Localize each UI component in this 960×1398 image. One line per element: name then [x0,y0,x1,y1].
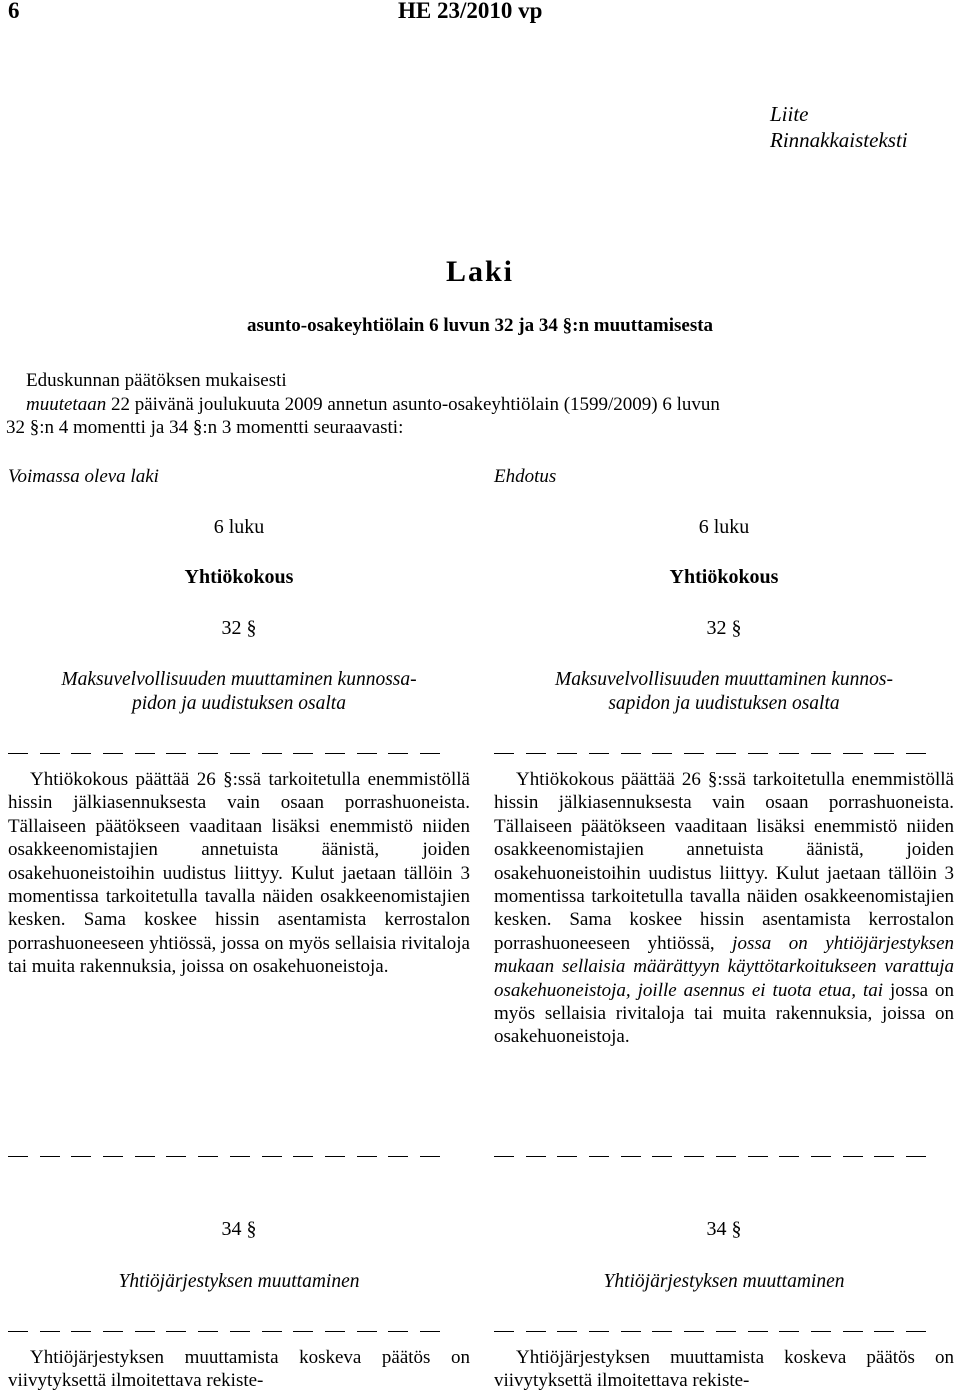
right-section-32-text-a: Yhtiökokous päättää 26 §:ssä tarkoitetulla enemmistöllä hissin jälkiasennuksesta vain osaan porrashuoneista. Tällaiseen päätökseen vaaditaan lisäksi enemmistö niiden osakkeenomistajien annetuista äänistä, joiden osakehuoneistoihin uudistus liittyy. Kulut jaetaan tällöin 3 momentissa tarkoitetulla tavalla näiden osakkeenomistajien kesken. Sama koskee hissin asentamista kerrostalon porrashuoneeseen yhtiössä, [494,769,954,954]
right-omission-line-1 [494,744,926,762]
left-section-32-title-line1: Maksuvelvollisuuden muuttaminen kunnossa- [61,669,417,690]
enactment-line3: 32 §:n 4 momentti ja 34 §:n 3 momentti seuraavasti: [6,417,404,438]
right-section-32-title [494,668,954,716]
right-section-34-paragraph: Yhtiöjärjestyksen muuttamista koskeva päätös on viivytyksettä ilmoitettava rekiste- [494,1347,954,1392]
document-id: HE 23/2010 vp [398,0,543,23]
left-section-32-body [8,768,470,979]
appendix-line2: Rinnakkaisteksti [770,128,908,152]
left-omission-line-3 [8,1322,440,1340]
left-section-34-paragraph: Yhtiöjärjestyksen muuttamista koskeva päätös on viivytyksettä ilmoitettava rekiste- [8,1347,470,1392]
right-column-title: Ehdotus [494,466,557,487]
right-section-32-text-b: jossa on myös sellaisia rivitaloja tai muita rakennuksia, joissa on osakehuoneistoja. [494,979,955,1048]
page-number: 6 [8,0,20,23]
right-omission-line-2 [494,1147,926,1165]
left-section-32-paragraph: Yhtiökokous päättää 26 §:ssä tarkoitetulla enemmistöllä hissin jälkiasennuksesta vain osaan porrashuoneista. Tällaiseen päätökseen vaaditaan lisäksi enemmistö niiden osakkeenomistajien annetuista äänistä, joiden osakehuoneistoihin uudistus liittyy. Kulut jaetaan tällöin 3 momentissa tarkoitetulla tavalla näiden osakkeenomistajien kesken. Sama koskee hissin asentamista kerrostalon porrashuoneeseen yhtiössä, jossa on myös sellaisia rivitaloja tai muita rakennuksia, joissa on osakehuoneistoja. [8,769,470,978]
left-chapter-title: Yhtiökokous [184,566,294,588]
right-section-34: 34 § [706,1218,742,1240]
right-section-34-body [494,1346,954,1393]
left-section-32: 32 § [221,617,257,639]
left-section-34-body [8,1346,470,1393]
right-section-32: 32 § [706,617,742,639]
right-section-32-paragraph [494,768,954,1049]
right-omission-line-3 [494,1322,926,1340]
appendix-label [770,101,908,153]
right-section-32-body [494,768,954,1049]
right-chapter: 6 luku [698,516,750,538]
right-section-34-title: Yhtiöjärjestyksen muuttaminen [603,1271,845,1292]
left-section-32-title-line2: pidon ja uudistuksen osalta [132,693,346,714]
right-section-32-title-line1: Maksuvelvollisuuden muuttaminen kunnos- [555,669,893,690]
left-section-34-title: Yhtiöjärjestyksen muuttaminen [118,1271,360,1292]
right-section-32-amendment: jossa on yhtiöjärjestyksen mukaan sellaisia määrättyyn käyttötarkoitukseen varattuja osakehuoneistoja, joille asennus ei tuota etua, tai [494,932,955,1001]
enactment-clause [6,369,958,440]
left-section-34: 34 § [221,1218,257,1240]
enactment-verb: muutetaan [26,393,107,415]
left-column-title: Voimassa oleva laki [8,466,159,487]
left-chapter: 6 luku [213,516,265,538]
enactment-line2 [26,393,958,417]
right-section-32-title-line2: sapidon ja uudistuksen osalta [608,693,840,714]
enactment-line1: Eduskunnan päätöksen mukaisesti [26,370,287,391]
left-omission-line-2 [8,1147,440,1165]
left-omission-line-1 [8,744,440,762]
left-section-32-title [8,668,470,716]
law-title: Laki [445,255,515,288]
law-subtitle: asunto-osakeyhtiölain 6 luvun 32 ja 34 §:n muuttamisesta [246,315,714,336]
appendix-line1: Liite [770,102,809,126]
right-chapter-title: Yhtiökokous [669,566,779,588]
enactment-line2-rest: 22 päivänä joulukuuta 2009 annetun asunto-osakeyhtiölain (1599/2009) 6 luvun [106,393,720,415]
